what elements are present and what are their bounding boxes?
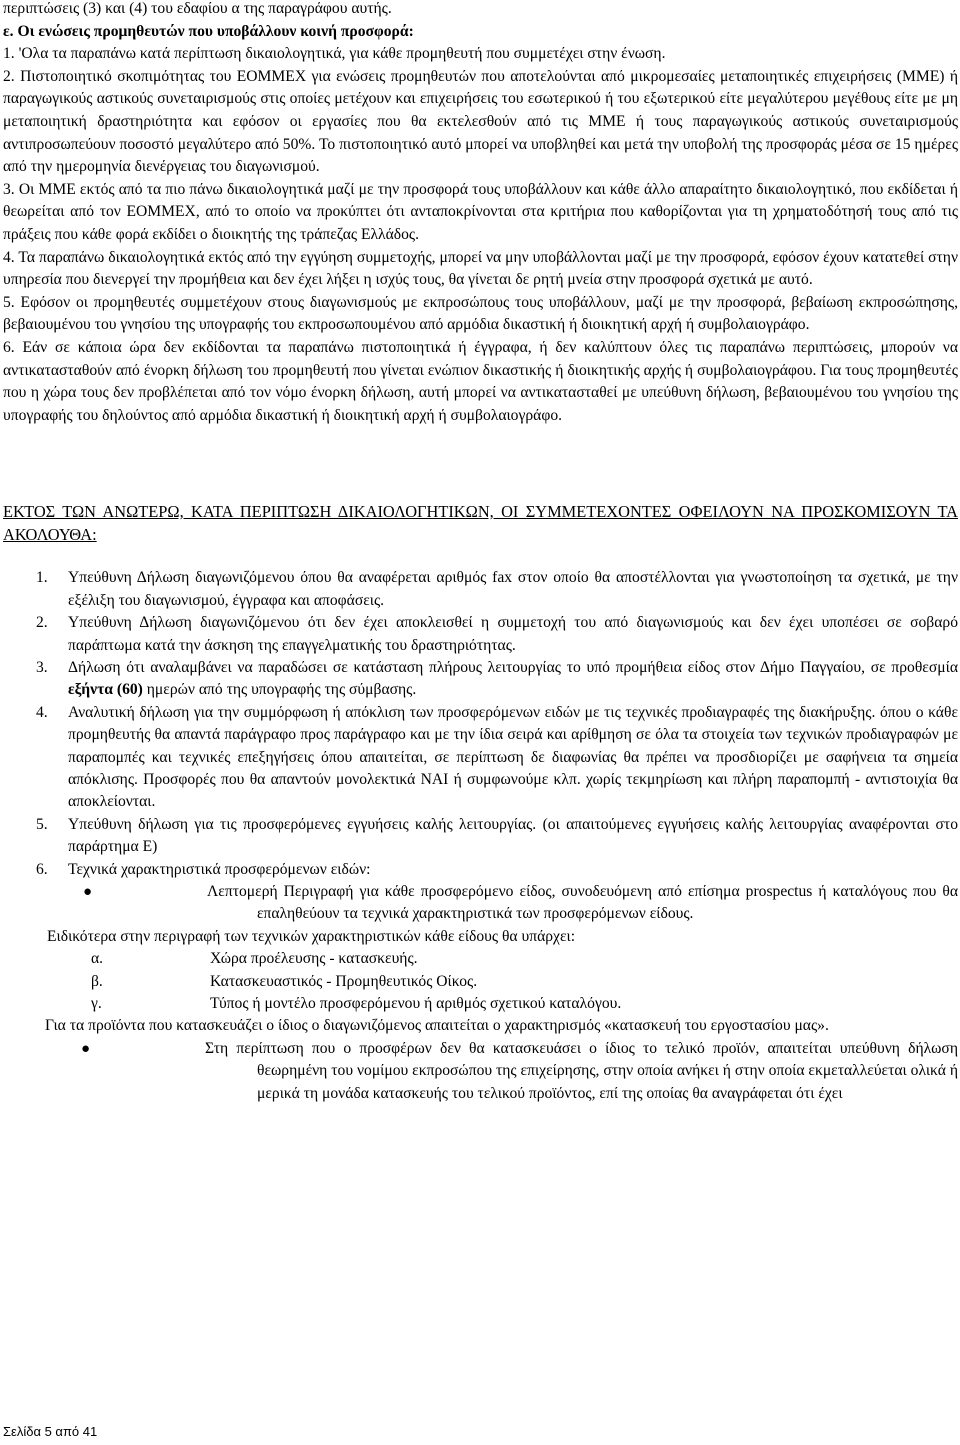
technical-details-intro: Ειδικότερα στην περιγραφή των τεχνικών χαρακτηριστικών κάθε είδους θα υπάρχει: xyxy=(47,927,576,945)
list-item-text: Υπεύθυνη Δήλωση διαγωνιζόμενου όπου θα αναφέρεται αριθμός fax στον οποίο θα αποστέλλονται για γνωστοποίηση τα σχετικά, με την εξέλιξη του διαγωνισμού, έγγραφα και αποφάσεις. xyxy=(68,569,958,609)
list-item-number: 1. xyxy=(36,569,48,587)
list-item-number: 4. xyxy=(36,703,48,721)
paragraph-5: 5. Εφόσον οι προμηθευτές συμμετέχουν στους διαγωνισμούς με εκπροσώπους τους υποβάλλουν, μαζί με την προσφορά, βεβαίωση εκπροσώπησης, βεβαιουμένου του γνησίου της υπογραφής του εκπροσωπουμένου από αρμόδια δικαστική ή διοικητική αρχή ή συμβολαιογράφο. xyxy=(3,293,958,334)
list-item-text: Υπεύθυνη Δήλωση διαγωνιζόμενου ότι δεν έχει αποκλεισθεί η συμμετοχή του από διαγωνισμούς και δεν έχει υποπέσει σε σοβαρό παράπτωμα κατά την άσκηση της επαγγελματικής του δραστηριότητας. xyxy=(68,614,958,654)
letter-item xyxy=(3,993,958,1015)
document-page xyxy=(3,0,958,1105)
bullet-text: Λεπτομερή Περιγραφή για κάθε προσφερόμενο είδος, συνοδευόμενη από επίσημα prospectus ή καταλόγους που θα επαληθεύουν τα τεχνικά χαρακτηριστικά των προσφερόμενων είδους. xyxy=(207,882,958,923)
list-item-text-end: ημερών από της υπογραφής της σύμβασης. xyxy=(142,681,417,699)
intro-line: περιπτώσεις (3) και (4) του εδαφίου α της παραγράφου αυτής. xyxy=(3,0,392,17)
section-heading: ΕΚΤΟΣ ΤΩΝ ΑΝΩΤΕΡΩ, ΚΑΤΑ ΠΕΡΙΠΤΩΣΗ ΔΙΚΑΙΟΛΟΓΗΤΙΚΩΝ, ΟΙ ΣΥΜΜΕΤΕΧΟΝΤΕΣ ΟΦΕΙΛΟΥΝ ΝΑ ΠΡΟΣΚΟΜΙΣΟΥΝ ΤΑ ΑΚΟΛΟΥΘΑ: xyxy=(3,502,958,545)
page-number: Σελίδα 5 από 41 xyxy=(3,1424,98,1439)
list-item xyxy=(3,657,958,702)
list-item-number: 6. xyxy=(36,860,48,878)
list-item-number: 2. xyxy=(36,614,48,632)
paragraph-2 xyxy=(3,66,958,179)
letter-text: Κατασκευαστικός - Προμηθευτικός Οίκος. xyxy=(210,972,478,990)
list-item xyxy=(3,859,958,881)
required-documents-list xyxy=(3,567,958,881)
letter-label: β. xyxy=(91,972,103,990)
deadline-days: εξήντα (60) xyxy=(68,681,143,699)
list-item-text: Υπεύθυνη δήλωση για τις προσφερόμενες εγγυήσεις καλής λειτουργίας. (οι απαιτούμενες εγγυήσεις καλής λειτουργίας αναφέρονται στο παράρτημα Ε) xyxy=(68,815,958,856)
letter-item xyxy=(3,971,958,993)
paragraph-4: 4. Τα παραπάνω δικαιολογητικά εκτός από την εγγύηση συμμετοχής, μπορεί να μην υποβάλλονται μαζί με την προσφορά, εφόσον έχουν κατατεθεί στην υπηρεσία που διενεργεί την προμήθεια και δεν έχει λήξει η ισχύς τους, θα γίνεται δε ρητή μνεία στην προσφορά σχετικά με αυτό. xyxy=(3,248,958,289)
paragraph-3: 3. Οι ΜΜΕ εκτός από τα πιο πάνω δικαιολογητικά μαζί με την προσφορά τους υποβάλλουν και κάθε άλλο απαραίτητο δικαιολογητικό, που εκδίδεται ή θεωρείται από τον ΕΟΜΜΕΧ, από το οποίο να προκύπτει ότι ανταποκρίνονται στα κριτήρια που καθορίζονται για τη χρηματοδότησή τους από τις πράξεις που κάθε φορά εκδίδει ο διοικητής της τράπεζας Ελλάδος. xyxy=(3,180,958,243)
list-item xyxy=(3,814,958,859)
letter-text: Χώρα προέλευσης - κατασκευής. xyxy=(210,950,418,968)
list-item-text: Αναλυτική δήλωση για την συμμόρφωση ή απόκλιση των προσφερόμενων ειδών με τις τεχνικές προδιαγραφές της διακήρυξης. όπου ο κάθε προμηθευτής θα απαντά παράγραφο προς παράγραφο και με την ίδια σειρά και αρίθμηση σε όλα τα στοιχεία των τεχνικών προδιαγραφών με παραπομπές και τεχνικές επεξηγήσεις όπου απαιτείται, σε περίπτωση δε διαφωνίας θα πρέπει να προσδιορίζει με σαφήνεια τα σημεία απόκλισης. Προσφορές που θα απαντούν μονολεκτικά ΝΑΙ ή συμφωνούμε κλπ. χωρίς τεκμηρίωση και πλήρη παραπομπή - αντιστοιχία θα αποκλείονται. xyxy=(68,703,958,811)
bullet-detailed-description: ● Λεπτομερή Περιγραφή για κάθε προσφερόμενο είδος, συνοδευόμενη από επίσημα prospectus ή καταλόγους που θα επαληθεύουν τα τεχνικά χαρακτηριστικά των προσφερόμενων είδους. xyxy=(83,882,958,923)
list-item xyxy=(3,702,958,814)
letter-text: Τύπος ή μοντέλο προσφερόμενου ή αριθμός σχετικού καταλόγου. xyxy=(210,995,622,1012)
paragraph-2-main: 2. Πιστοποιητικό σκοπιμότητας του ΕΟΜΜΕΧ για ενώσεις προμηθευτών που αποτελούνται από μικρομεσαίες μεταποιητικές επιχειρήσεις (ΜΜΕ) ή παραγωγικούς αστικούς συνεταιρισμούς στις οποίες μετέχουν και επιχειρήσεις του εσωτερικού ή του εξωτερικού είτε μεγαλύτερου μεγέθους είτε με μη μεταποιητική δραστηριότητα και εφόσον οι εργασίες που θα εκτελεσθούν από τις ΜΜΕ ή τους παραγωγικούς αστικούς συνεταιρισμούς αντιπροσωπεύουν ποσοστό μεγαλύτερο από 50%. xyxy=(3,67,958,153)
letter-label: γ. xyxy=(91,995,102,1012)
list-item-number: 5. xyxy=(36,815,48,833)
heading-joint-offers: ε. Οι ενώσεις προμηθευτών που υποβάλλουν κοινή προσφορά: xyxy=(3,22,414,40)
list-item xyxy=(3,612,958,657)
paragraph-1: 1. 'Ολα τα παραπάνω κατά περίπτωση δικαιολογητικά, για κάθε προμηθευτή που συμμετέχει στην ένωση. xyxy=(3,45,666,63)
list-item xyxy=(3,567,958,612)
list-item-text: Δήλωση ότι αναλαμβάνει να παραδώσει σε κατάσταση πλήρους λειτουργίας το υπό προμήθεια είδος στον Δήμο Παγγαίου, σε προθεσμία xyxy=(68,658,958,676)
bullet-text: Στη περίπτωση που ο προσφέρων δεν θα κατασκευάσει ο ίδιος το τελικό προϊόν, απαιτείται υπεύθυνη δήλωση θεωρημένη του νομίμου εκπροσώπου της επιχείρησης, στην οποία ανήκει ή στην οποία εκμεταλλεύεται ολικά ή μερικά τη μονάδα κατασκευής του τελικού προϊόντος, επί της οποίας θα αναγράφεται ότι έχει xyxy=(205,1039,958,1102)
letter-label: α. xyxy=(91,950,104,968)
letter-item xyxy=(3,948,958,970)
list-item-number: 3. xyxy=(36,658,48,676)
paragraph-6: 6. Εάν σε κάποια ώρα δεν εκδίδονται τα παραπάνω πιστοποιητικά ή έγγραφα, ή δεν καλύπτουν όλες τις παραπάνω περιπτώσεις, μπορούν να αντικατασταθούν από ένορκη δήλωση του προμηθευτή που γίνεται ενώπιον δικαστικής ή διοικητικής αρχής ή συμβολαιογράφου. Για τους προμηθευτές που η χώρα τους δεν προβλέπεται από τον νόμο ένορκη δήλωση, αυτή μπορεί να αντικατασταθεί με υπεύθυνη δήλωση, βεβαιουμένου του γνησίου της υπογραφής του δηλούντος από αρμόδια δικαστική ή διοικητική αρχή ή συμβολαιογράφο. xyxy=(3,338,958,424)
paragraph-2-note: Το πιστοποιητικό αυτό μπορεί να υποβληθεί και μετά την υποβολή της προσφοράς μέσα σε 15 ημέρες από την ημερομηνία διενέργειας του διαγωνισμού. xyxy=(3,135,958,176)
bullet-third-party-manufacturer: ● Στη περίπτωση που ο προσφέρων δεν θα κατασκευάσει ο ίδιος το τελικό προϊόν, απαιτείται υπεύθυνη δήλωση θεωρημένη του νομίμου εκπροσώπου της επιχείρησης, στην οποία ανήκει ή στην οποία εκμεταλλεύεται ολικά ή μερικά τη μονάδα κατασκευής του τελικού προϊόντος, επί της οποίας θα αναγράφεται ότι έχει xyxy=(81,1039,958,1102)
list-item-text: Τεχνικά χαρακτηριστικά προσφερόμενων ειδών: xyxy=(68,860,371,878)
own-product-paragraph: Για τα προϊόντα που κατασκευάζει ο ίδιος ο διαγωνιζόμενος απαιτείται ο χαρακτηρισμός «κατασκευή του εργοστασίου μας». xyxy=(45,1017,829,1035)
